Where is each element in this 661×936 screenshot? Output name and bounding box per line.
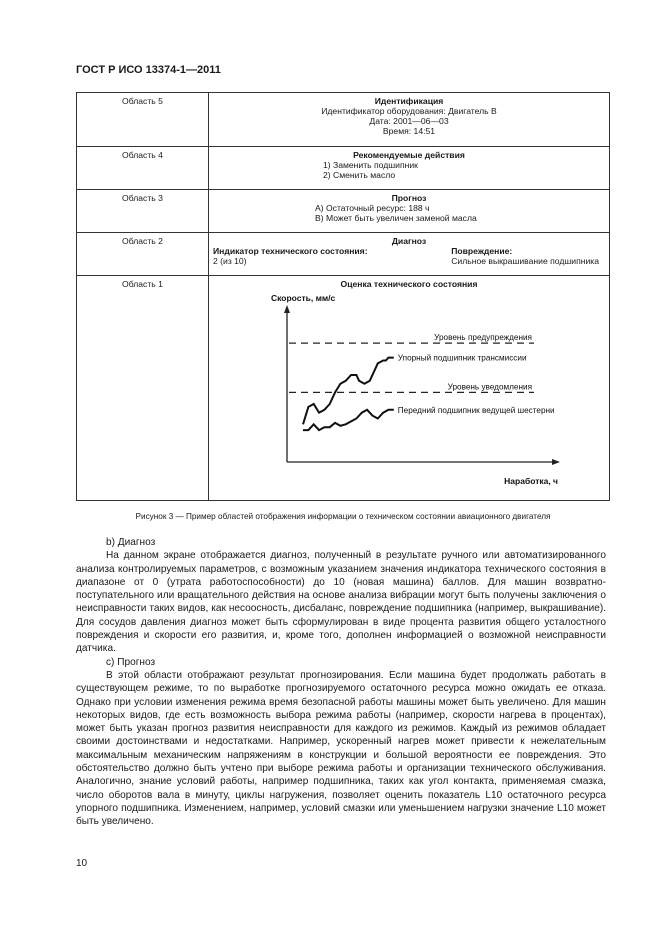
- area-3-content: [209, 190, 610, 233]
- area-4-row: [77, 147, 610, 190]
- x-axis-label: Наработка, ч: [504, 476, 558, 486]
- area-1-title: Оценка технического состояния: [340, 279, 478, 289]
- area-3-label: Область 3: [77, 190, 209, 233]
- section-c-paragraph: В этой области отображают результат прогнозирования. Если машина будет продолжать работать в существующем режиме, то по выработке прогнозируемого остаточного ресурса можно ожидать ее отказа. Однако при условии изменения режима время безопасной работы машины может быть увеличено. Для машин некоторых видов, где есть возможность выбора режима работы (например, скорости нагрева в процентах), может быть указан прогноз развития неисправности для каждого из режимов. Каждый из режимов обладает своими достоинствами и недостатками. Например, ускоренный нагрев может привести к нежелательным максимальным механическим напряжениям в конструкции и большой вероятности ее повреждения. Это обстоятельство должно быть учтено при выборе режима работы и организации технического обслуживания. Аналогично, знание условий работы, например подшипника, таких как угол контакта, применяемая смазка, число оборотов вала в минуту, циклы нагружения, позволяет оценить показатель L10 остаточного ресурса упорного подшипника. Изменением, например, условий смазки или уменьшением нагрузки значение L10 может быть увеличено.: [76, 669, 606, 828]
- section-b-heading: b) Диагноз: [106, 537, 156, 548]
- warning-threshold-label: Уровень предупреждения: [434, 333, 532, 343]
- diagnosis-details: [213, 246, 605, 266]
- area-4-label: Область 4: [77, 147, 209, 190]
- equipment-id: Идентификатор оборудования: Двигатель В: [321, 106, 497, 116]
- time-line: Время: 14:51: [382, 126, 436, 136]
- prognosis-item: А) Остаточный ресурс: 188 ч: [315, 203, 430, 213]
- prognosis-item: В) Может быть увеличен заменой масла: [315, 213, 477, 223]
- date-line: Дата: 2001—06—03: [369, 116, 449, 126]
- notification-threshold-label: Уровень уведомления: [447, 382, 532, 392]
- area-5-label: Область 5: [77, 93, 209, 147]
- condition-chart: [209, 289, 609, 494]
- indicator-value: 2 (из 10): [213, 256, 247, 266]
- body-text: [76, 536, 606, 829]
- area-4-title: Рекомендуемые действия: [353, 150, 465, 160]
- figure-caption: Рисунок 3 — Пример областей отображения информации о техническом состоянии авиационного двигателя: [135, 512, 551, 521]
- thrust-bearing-series: [303, 358, 394, 425]
- damage-value: Сильное выкрашивание подшипника: [451, 256, 599, 266]
- section-b-paragraph: На данном экране отображается диагноз, полученный в результате ручного или автоматизированного анализа контролируемых параметров, с возможным указанием значения индикатора технического состояния в диапазоне от 0 (утрата работоспособности) до 10 (новая машина) баллов. Для машин возвратно-поступательного или вращательного действия на основе анализа вибрации могут быть получены заключения о неисправности таких видов, как несоосность, дисбаланс, повреждение подшипника (например, выкрашивание). Для сосудов давления диагноз может быть сформулирован в виде процента развития общего усталостного повреждения и скорости его развития, и, кроме того, дополнен информацией о возможной неисправности датчика.: [76, 550, 606, 655]
- area-1-row: [77, 276, 610, 501]
- display-areas-table: [76, 92, 610, 501]
- y-axis-arrow: [284, 305, 290, 313]
- area-2-content: [209, 233, 610, 276]
- indicator-block: [213, 246, 368, 266]
- area-4-content: [209, 147, 610, 190]
- action-item: 2) Сменить масло: [323, 170, 396, 180]
- page-number: 10: [76, 858, 88, 869]
- front-bearing-series: [303, 410, 394, 430]
- area-2-label: Область 2: [77, 233, 209, 276]
- area-1-label: Область 1: [77, 276, 209, 501]
- area-5-content: [209, 93, 610, 147]
- y-axis-label: Скорость, мм/с: [271, 293, 336, 303]
- damage-block: [451, 246, 605, 266]
- thrust-bearing-label: Упорный подшипник трансмиссии: [397, 353, 527, 363]
- indicator-label: Индикатор технического состояния:: [213, 246, 368, 256]
- area-2-title: Диагноз: [391, 236, 427, 246]
- damage-label: Повреждение:: [451, 246, 513, 256]
- area-2-row: [77, 233, 610, 276]
- area-1-content: [209, 276, 610, 501]
- area-3-title: Прогноз: [391, 193, 427, 203]
- x-axis-arrow: [552, 459, 560, 465]
- front-bearing-label: Передний подшипник ведущей шестерни: [397, 405, 555, 415]
- section-c-heading: с) Прогноз: [106, 656, 156, 668]
- area-5-row: [77, 93, 610, 147]
- area-5-title: Идентификация: [374, 96, 444, 106]
- action-item: 1) Заменить подшипник: [323, 160, 418, 170]
- document-header: ГОСТ Р ИСО 13374-1—2011: [76, 64, 221, 76]
- area-3-row: [77, 190, 610, 233]
